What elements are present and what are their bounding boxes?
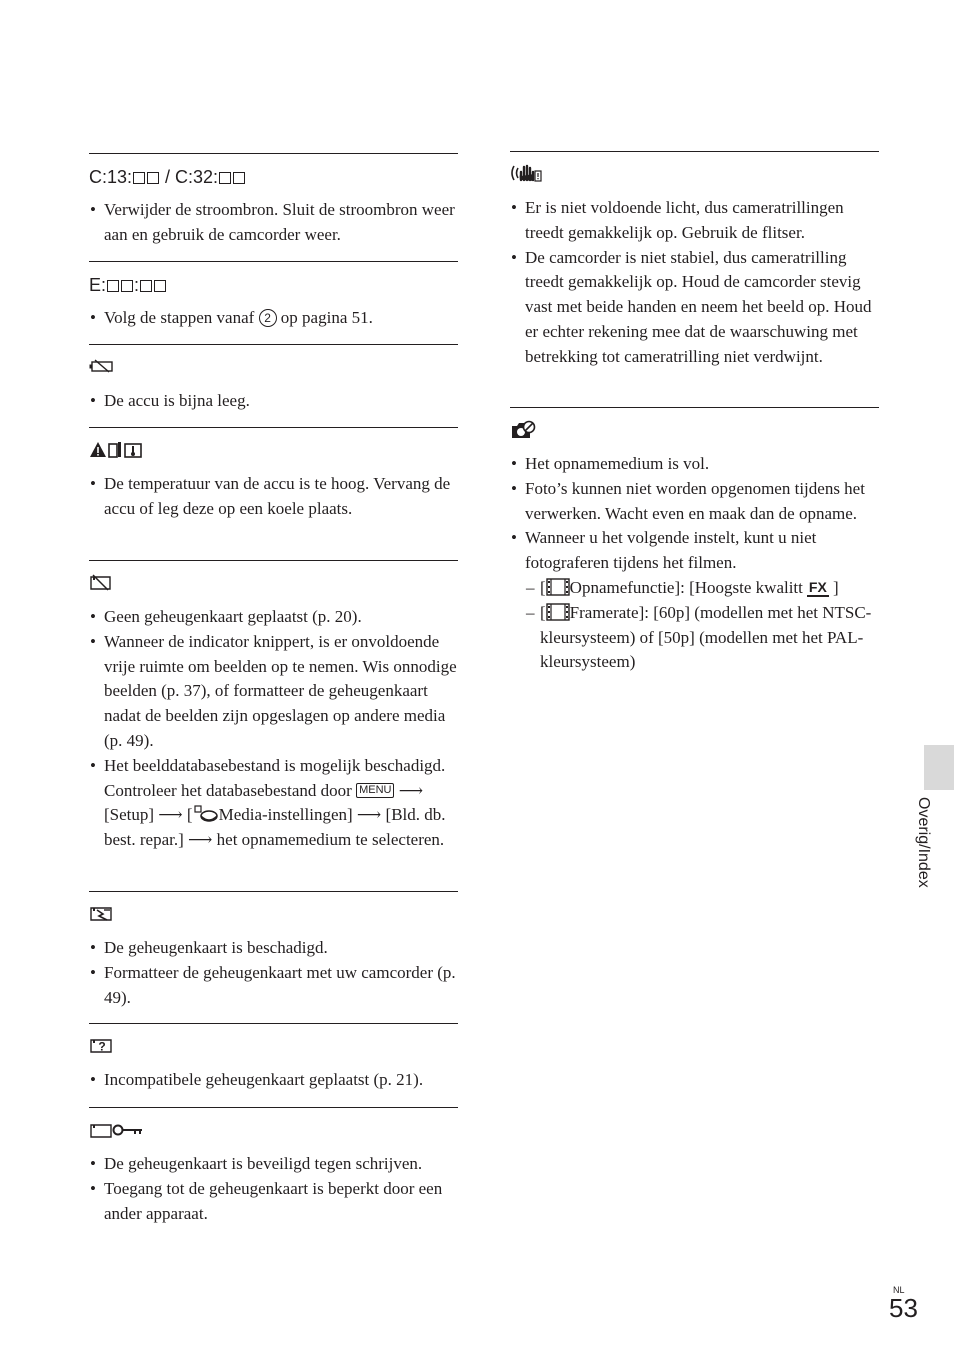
section-self-diagnosis-e <box>89 261 458 327</box>
svg-text:?: ? <box>98 1039 106 1054</box>
section-no-memory-card <box>89 560 458 850</box>
list-item: • Verwijder de stroombron. Sluit de stroombron weer aan en gebruik de camcorder weer. <box>89 198 458 248</box>
media-settings-icon <box>193 805 219 823</box>
circled-number: 2 <box>259 309 277 327</box>
section-damaged-memory-card <box>89 891 458 1007</box>
battery-temperature-warning-icon <box>89 441 145 459</box>
no-memory-card-icon <box>89 574 113 591</box>
section-heading <box>89 166 246 188</box>
list-item: • Geen geheugenkaart geplaatst (p. 20). <box>89 605 458 630</box>
section-write-protected-card <box>89 1107 458 1223</box>
photo-recording-disabled-icon <box>510 420 536 440</box>
list-item: • De camcorder is niet stabiel, dus cameratrilling treedt gemakkelijk op. Houd de camcorder stevig vast met beide handen en neem het beeld op. Houd er echter rekening mee dat de waarschuwing met betrekking tot cameratrilling niet verdwijnt. <box>510 246 879 370</box>
menu-key-icon: MENU <box>356 783 394 798</box>
list-item: • Volg de stappen vanaf 2 op pagina 51. <box>89 306 458 331</box>
list-item: • Wanneer u het volgende instelt, kunt u niet fotograferen tijdens het filmen. <box>510 526 879 576</box>
movie-film-icon <box>546 603 570 621</box>
bullet-list <box>89 389 458 414</box>
battery-low-icon <box>89 359 115 373</box>
section-photo-recording-disabled <box>510 407 879 672</box>
arrow-right-icon: ⟶ <box>188 830 213 850</box>
damaged-memory-card-icon <box>89 905 115 922</box>
list-item: • Wanneer de indicator knippert, is er onvoldoende vrije ruimte om beelden op te nemen. Wis onnodige beelden (p. 37), of formatteer de geheugenkaart nadat de beelden zijn opgeslagen op andere media (p. 49). <box>89 630 458 754</box>
bullet-list <box>89 1152 458 1226</box>
list-item: • De geheugenkaart is beveiligd tegen schrijven. <box>89 1152 458 1177</box>
sub-list-item: – [ Opnamefunctie]: [Hoogste kwalitt FX ] <box>510 576 879 601</box>
bullet-list <box>89 198 458 248</box>
page-number: 53 <box>889 1293 918 1323</box>
bullet-list <box>510 452 879 675</box>
bullet-list <box>89 1068 458 1093</box>
list-item: • Formatteer de geheugenkaart met uw camcorder (p. 49). <box>89 961 458 1011</box>
list-item: • Er is niet voldoende licht, dus cameratrillingen treedt gemakkelijk op. Gebruik de flitser. <box>510 196 879 246</box>
section-self-diagnosis-c <box>89 153 458 244</box>
list-item: • De geheugenkaart is beschadigd. <box>89 936 458 961</box>
movie-film-icon <box>546 578 570 596</box>
heading-code: E: : <box>89 275 167 295</box>
bullet-list <box>89 306 458 331</box>
section-battery-temperature <box>89 427 458 518</box>
fx-quality-badge: FX <box>808 578 827 595</box>
list-item: • De accu is bijna leeg. <box>89 389 458 414</box>
list-item: • Het opnamemedium is vol. <box>510 452 879 477</box>
list-item: • Foto’s kunnen niet worden opgenomen tijdens het verwerken. Wacht even en maak dan de opname. <box>510 477 879 527</box>
arrow-right-icon: ⟶ <box>158 805 183 825</box>
language-code: NL <box>893 1285 905 1295</box>
bullet-list <box>510 196 879 370</box>
arrow-right-icon: ⟶ <box>398 780 424 800</box>
camera-shake-warning-icon <box>510 164 544 182</box>
bullet-list <box>89 472 458 522</box>
bullet-list <box>89 936 458 1010</box>
list-item: • De temperatuur van de accu is te hoog. Vervang de accu of leg deze op een koele plaats. <box>89 472 458 522</box>
arrow-right-icon: ⟶ <box>356 805 382 825</box>
list-item: • Het beelddatabasebestand is mogelijk beschadigd. Controleer het databasebestand door MENU ⟶ [Setup] ⟶ [ Media-instellingen] ⟶ [Bld. db. best. repar.] ⟶ het opnamemedium te selecteren. <box>89 754 458 853</box>
section-battery-low <box>89 344 458 410</box>
bullet-list <box>89 605 458 853</box>
write-protected-memory-card-icon <box>89 1121 145 1139</box>
section-tab-marker <box>924 745 954 790</box>
section-camera-shake <box>510 151 879 366</box>
list-item: • Incompatibele geheugenkaart geplaatst (p. 21). <box>89 1068 458 1093</box>
section-incompatible-memory-card <box>89 1023 458 1089</box>
sub-list-item: – [ Framerate]: [60p] (modellen met het NTSC-kleursysteem) of [50p] (modellen met het PAL-kleursysteem) <box>510 601 879 675</box>
sidebar-section-label <box>912 797 932 907</box>
list-item: • Toegang tot de geheugenkaart is beperkt door een ander apparaat. <box>89 1177 458 1227</box>
heading-code: C:13: / C:32: <box>89 167 246 187</box>
incompatible-memory-card-icon <box>89 1037 113 1054</box>
sidebar-label-text: Overig/Index <box>915 797 932 888</box>
section-heading <box>89 274 167 296</box>
